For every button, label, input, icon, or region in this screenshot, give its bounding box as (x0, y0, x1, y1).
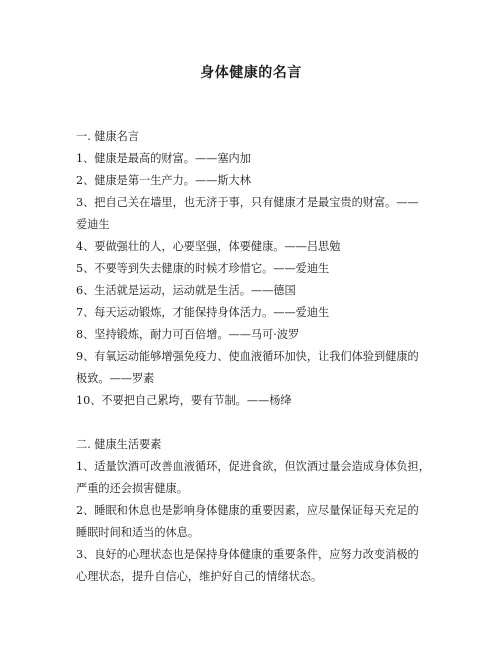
quote-line: 10、不要把自己累垮，要有节制。——杨绛 (76, 394, 292, 407)
quote-line: 极致。——罗素 (76, 372, 155, 385)
paragraph-line: 2、睡眠和休息也是影响身体健康的重要因素，应尽量保证每天充足的 (76, 504, 419, 517)
quote-line: 8、坚持锻炼，耐力可百倍增。——马可·波罗 (76, 328, 300, 341)
paragraph-line: 睡眠时间和适当的休息。 (76, 526, 200, 539)
quote-line: 7、每天运动锻炼，才能保持身体活力。——爱迪生 (76, 306, 330, 319)
document-title: 身体健康的名言 (200, 65, 302, 81)
quote-line: 2、健康是第一生产力。——斯大林 (76, 174, 251, 187)
section-heading: 一. 健康名言 (76, 130, 140, 143)
quote-line: 爱迪生 (76, 218, 110, 231)
paragraph-line: 1、适量饮酒可改善血液循环，促进食欲，但饮酒过量会造成身体负担， (76, 460, 430, 473)
quote-line: 9、有氧运动能够增强免疫力、使血液循环加快，让我们体验到健康的 (76, 350, 419, 363)
paragraph-line: 心理状态，提升自信心，维护好自己的情绪状态。 (76, 570, 323, 583)
section-health-quotes (76, 126, 436, 412)
section-heading: 二. 健康生活要素 (76, 438, 162, 451)
paragraph-line: 严重的还会损害健康。 (76, 482, 188, 495)
paragraph-line: 3、良好的心理状态也是保持身体健康的重要条件，应努力改变消极的 (76, 548, 419, 561)
quote-line: 1、健康是最高的财富。——塞内加 (76, 152, 251, 165)
quote-line: 6、生活就是运动，运动就是生活。——德国 (76, 284, 296, 297)
section-healthy-living (76, 434, 436, 588)
quote-line: 3、把自己关在墙里，也无济于事，只有健康才是最宝贵的财富。—— (76, 196, 419, 209)
quote-line: 4、要做强壮的人，心要坚强，体要健康。——吕思勉 (76, 240, 341, 253)
quote-line: 5、不要等到失去健康的时候才珍惜它。——爱迪生 (76, 262, 330, 275)
